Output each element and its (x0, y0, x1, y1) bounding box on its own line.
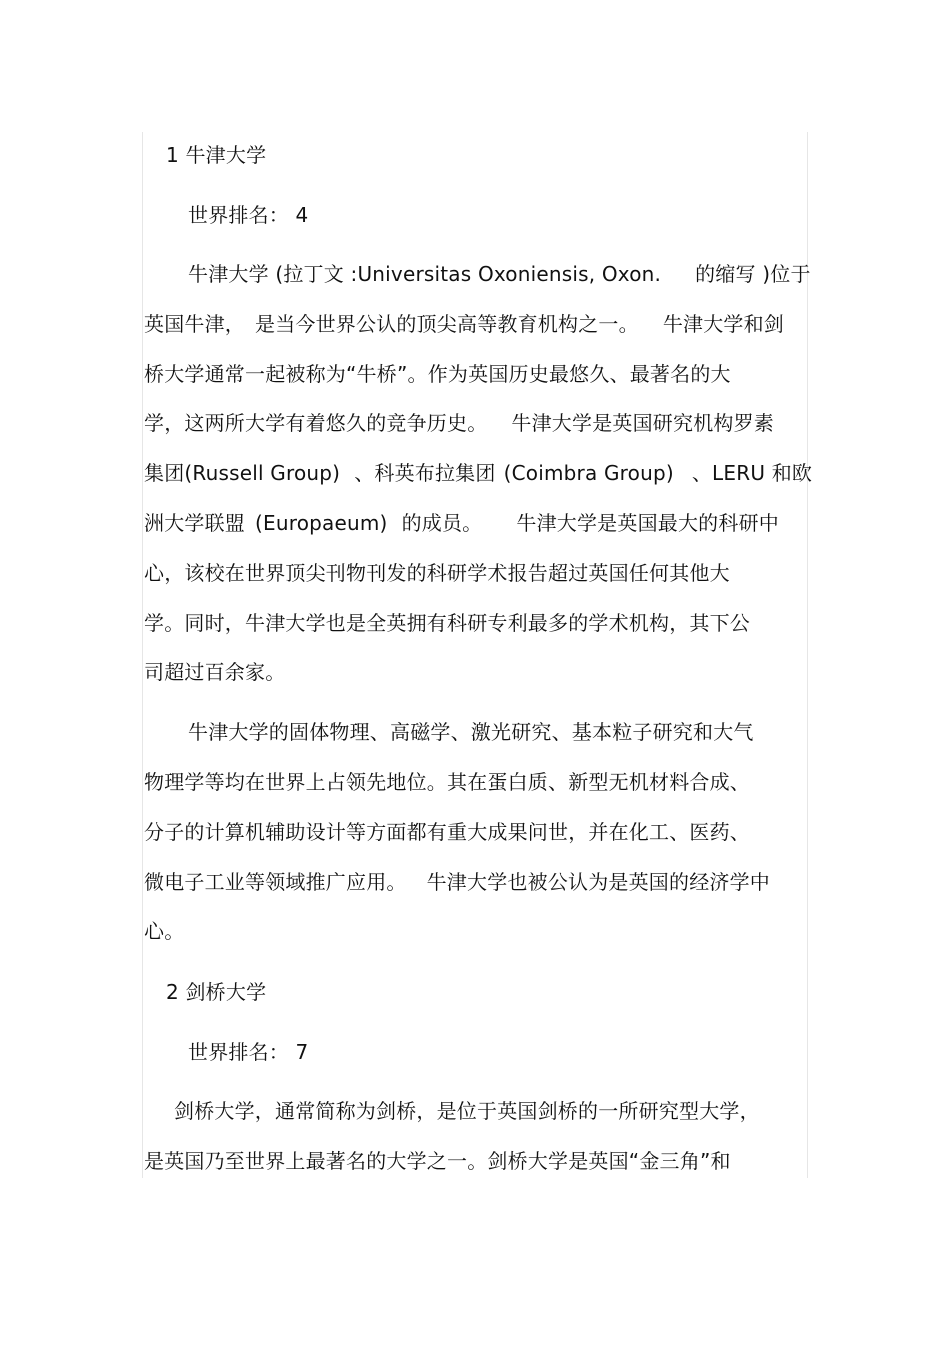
section-heading-oxford: 1 牛津大学 (166, 143, 267, 167)
oxford-para1-line7: 心，该校在世界顶尖刊物刊发的科研学术报告超过英国任何其他大 (144, 561, 730, 585)
text-fragment: 牛津大学是英国研究机构罗素 (511, 411, 775, 435)
text-fragment: 牛津大学也被公认为是英国的经济学中 (426, 870, 771, 894)
text-fragment: 、科英布拉集团 (354, 461, 496, 485)
oxford-para2-line5: 心。 (144, 919, 185, 943)
oxford-para2-line3: 分子的计算机辅助设计等方面都有重大成果问世，并在化工、医药、 (144, 820, 750, 844)
cambridge-para1-line1: 剑桥大学，通常简称为剑桥，是位于英国剑桥的一所研究型大学， (174, 1099, 760, 1123)
text-fragment: 牛津大学是英国最大的科研中 (516, 511, 779, 535)
text-fragment: 洲大学联盟 (144, 511, 245, 535)
text-fragment: 的缩写 )位于 (695, 262, 811, 286)
oxford-para1-line9: 司超过百余家。 (144, 660, 286, 684)
oxford-para1-line5 (144, 461, 812, 485)
text-fragment: 英国牛津， (144, 312, 245, 336)
section-heading-cambridge: 2 剑桥大学 (166, 980, 267, 1004)
text-fragment: 是当今世界公认的顶尖高等教育机构之一。 (255, 312, 639, 336)
ranking-oxford: 世界排名： 4 (188, 203, 309, 227)
text-fragment: 集团(Russell Group) (144, 461, 341, 485)
oxford-para1-line8: 学。同时，牛津大学也是全英拥有科研专利最多的学术机构，其下公 (144, 611, 750, 635)
oxford-para2-line4 (144, 870, 770, 894)
page-frame (142, 132, 808, 1178)
oxford-para1-line3: 桥大学通常一起被称为“牛桥”。作为英国历史最悠久、最著名的大 (144, 362, 731, 386)
oxford-para1-line1 (188, 262, 811, 286)
oxford-para1-line2 (144, 312, 784, 336)
text-fragment: (Europaeum) (255, 511, 388, 535)
text-fragment: 学，这两所大学有着悠久的竞争历史。 (144, 411, 488, 435)
cambridge-para1-line2: 是英国乃至世界上最著名的大学之一。剑桥大学是英国“金三角”和 (144, 1149, 731, 1173)
ranking-cambridge: 世界排名： 7 (188, 1040, 309, 1064)
oxford-para1-line6 (144, 511, 779, 535)
oxford-para2-line1: 牛津大学的固体物理、高磁学、激光研究、基本粒子研究和大气 (188, 720, 754, 744)
oxford-para1-line4 (144, 411, 774, 435)
text-fragment: 牛津大学和剑 (662, 312, 785, 336)
text-fragment: 、LERU 和欧 (691, 461, 813, 485)
text-fragment: (Coimbra Group) (503, 461, 674, 485)
text-fragment: 微电子工业等领域推广应用。 (144, 870, 407, 894)
oxford-para2-line2: 物理学等均在世界上占领先地位。其在蛋白质、新型无机材料合成、 (144, 770, 750, 794)
text-fragment: 的成员。 (401, 511, 483, 535)
text-fragment: 牛津大学 (拉丁文 :Universitas Oxoniensis, Oxon. (188, 262, 662, 286)
